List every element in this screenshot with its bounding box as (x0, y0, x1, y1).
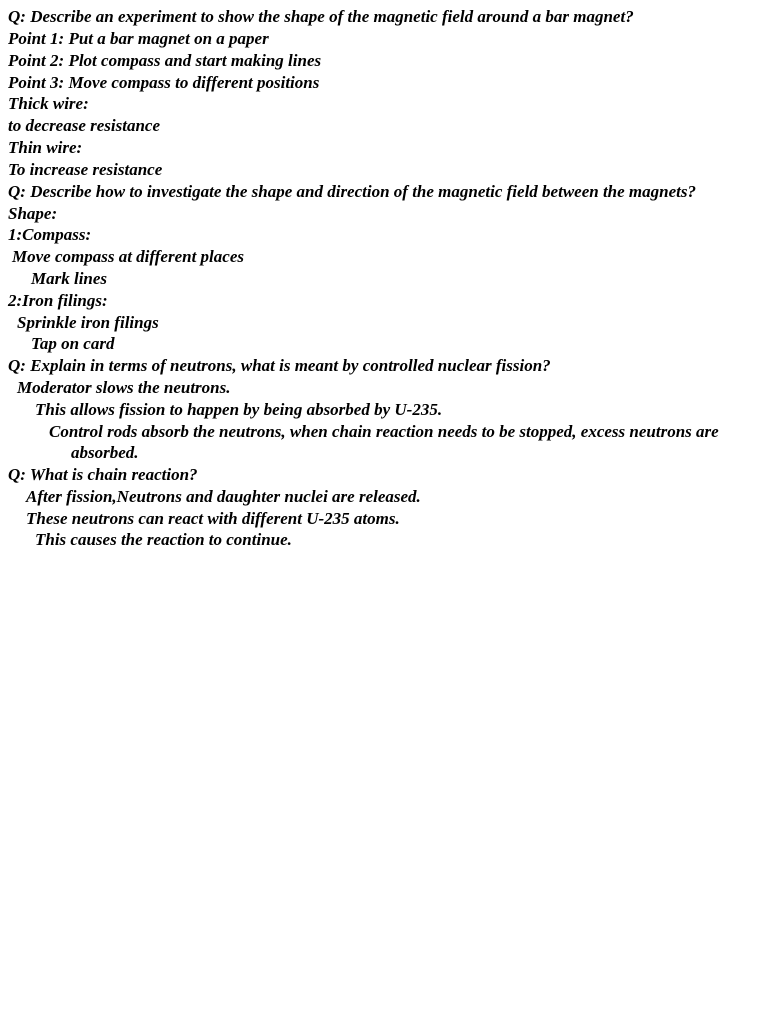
thin-wire-note: To increase resistance (8, 160, 163, 179)
thin-wire-heading: Thin wire: (8, 138, 83, 157)
question-controlled-fission: Q: Explain in terms of neutrons, what is meant by controlled nuclear fission? (8, 356, 551, 375)
chain-reaction-note-continue: This causes the reaction to continue. (35, 530, 292, 549)
question-magnetic-field-bar-magnet: Q: Describe an experiment to show the shape of the magnetic field around a bar magnet? (8, 7, 634, 26)
method-compass-heading: 1:Compass: (8, 225, 92, 244)
question-field-between-magnets: Q: Describe how to investigate the shape and direction of the magnetic field between the magnets? (8, 182, 696, 201)
iron-filings-step-sprinkle: Sprinkle iron filings (17, 313, 159, 332)
fission-note-moderator: Moderator slows the neutrons. (17, 378, 231, 397)
compass-step-move: Move compass at different places (12, 247, 244, 266)
question-chain-reaction: Q: What is chain reaction? (8, 465, 198, 484)
iron-filings-step-tap: Tap on card (31, 334, 115, 353)
chain-reaction-note-release: After fission,Neutrons and daughter nuclei are released. (26, 487, 421, 506)
compass-step-mark: Mark lines (31, 269, 108, 288)
fission-note-control-rods: Control rods absorb the neutrons, when chain reaction needs to be stopped, excess neutrons are (49, 422, 719, 441)
chain-reaction-note-react: These neutrons can react with different U-235 atoms. (26, 509, 400, 528)
point-3: Point 3: Move compass to different positions (8, 73, 320, 92)
point-2: Point 2: Plot compass and start making lines (8, 51, 322, 70)
method-iron-filings-heading: 2:Iron filings: (8, 291, 108, 310)
fission-note-control-rods-continued: absorbed. (71, 443, 139, 462)
thick-wire-heading: Thick wire: (8, 94, 89, 113)
shape-heading: Shape: (8, 204, 58, 223)
point-1: Point 1: Put a bar magnet on a paper (8, 29, 269, 48)
fission-note-absorption: This allows fission to happen by being absorbed by U-235. (35, 400, 443, 419)
thick-wire-note: to decrease resistance (8, 116, 161, 135)
